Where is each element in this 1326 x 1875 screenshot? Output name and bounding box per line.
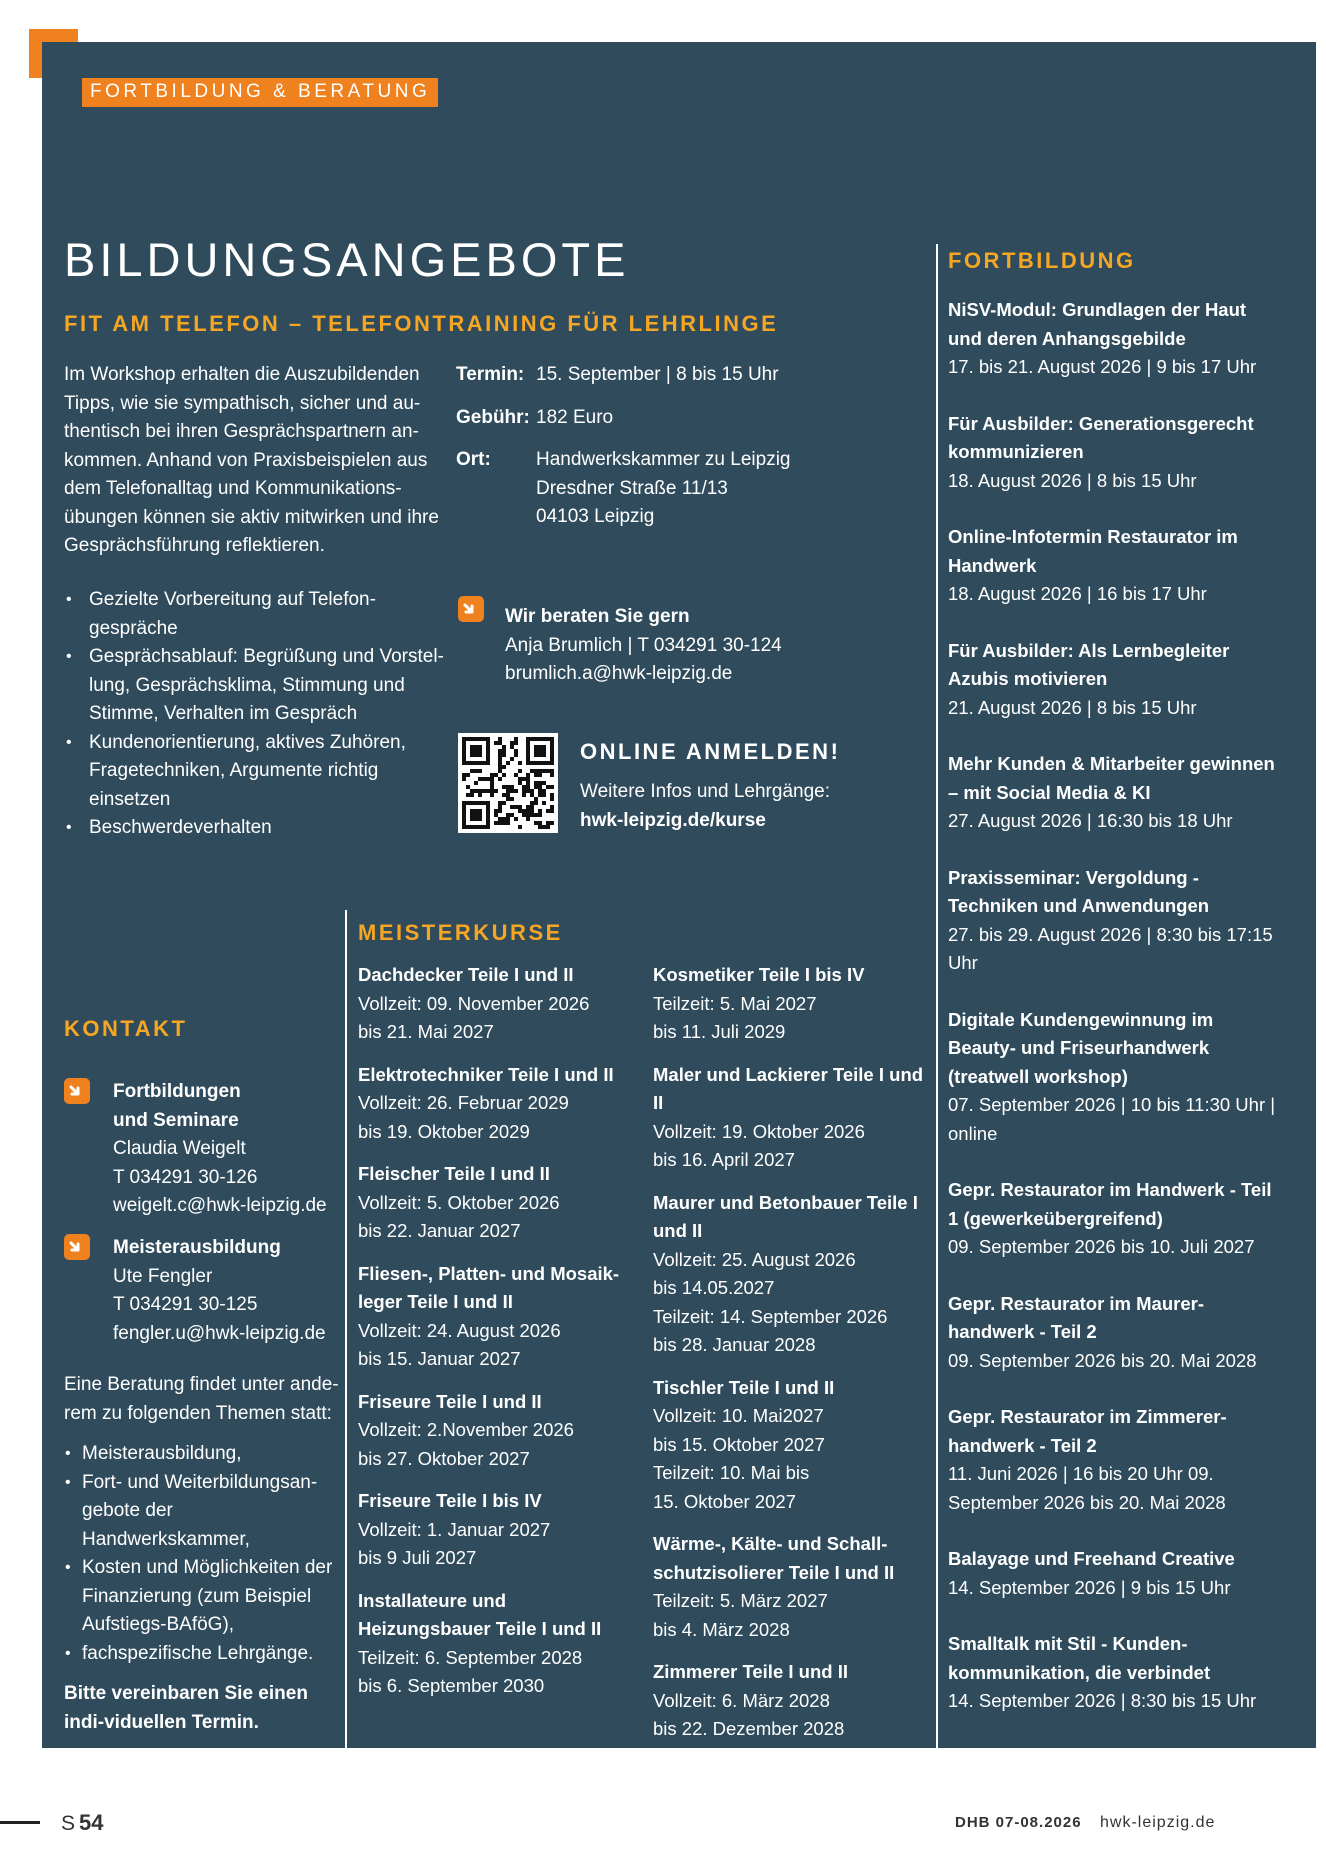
kontakt-heading: KONTAKT bbox=[64, 1016, 188, 1041]
list-item: • fachspezifische Lehrgänge. bbox=[64, 1640, 339, 1669]
item-line: Teilzeit: 6. September 2028 bbox=[358, 1646, 583, 1668]
item-date: 11. Juni 2026 | 16 bis 20 Uhr 09. September 2026 bis 20. Mai 2028 bbox=[948, 1463, 1226, 1513]
list-item bbox=[948, 1403, 1278, 1517]
gebuehr-value: 182 Euro bbox=[536, 406, 614, 428]
contact-fortbildungen bbox=[64, 1078, 344, 1221]
issue-label: DHB 07-08.2026 bbox=[955, 1814, 1082, 1831]
intro-line: übungen können sie aktiv mitwirken und ihre bbox=[64, 506, 439, 528]
list-item bbox=[948, 296, 1278, 382]
appointment-note: Bitte vereinbaren Sie einen indi-viduellen Termin. bbox=[64, 1683, 308, 1733]
item-line: bis 21. Mai 2027 bbox=[358, 1021, 494, 1042]
item-line: Vollzeit: 09. November 2026 bbox=[358, 992, 590, 1014]
intro-line: Im Workshop erhalten die Auszubildenden bbox=[64, 364, 420, 385]
item-date: 09. September 2026 bis 20. Mai 2028 bbox=[948, 1349, 1257, 1371]
contact-text bbox=[64, 1078, 344, 1221]
online-text: Weitere Infos und Lehrgänge: bbox=[580, 781, 830, 802]
course-details bbox=[456, 361, 791, 546]
footer-rule bbox=[0, 1821, 40, 1824]
advise-text bbox=[505, 603, 905, 689]
contact-title: und Seminare bbox=[113, 1109, 239, 1131]
item-line: bis 15. Januar 2027 bbox=[358, 1348, 521, 1369]
termin-label: Termin: bbox=[456, 364, 525, 385]
meisterkurse-column-1 bbox=[358, 961, 643, 1715]
ort-line: Dresdner Straße 11/13 bbox=[536, 477, 728, 499]
list-item bbox=[948, 750, 1278, 836]
item-title: Für Ausbilder: Als Lernbegleiter Azubis motivieren bbox=[948, 639, 1230, 689]
item-line: Vollzeit: 26. Februar 2029 bbox=[358, 1092, 569, 1113]
item-title: Maurer und Betonbauer Teile I und II bbox=[653, 1191, 918, 1241]
item-title: NiSV-Modul: Grundlagen der Haut und deren Anhangsgebilde bbox=[948, 299, 1247, 349]
list-item bbox=[948, 523, 1278, 609]
item-line: bis 22. Dezember 2028 bbox=[653, 1718, 845, 1739]
list-item: • Kundenorientierung, aktives Zuhören, Fragetechniken, Argumente richtig einsetzen bbox=[64, 729, 444, 815]
consulting-note bbox=[64, 1371, 339, 1737]
contact-email[interactable]: fengler.u@hwk-leipzig.de bbox=[113, 1322, 326, 1344]
item-line: Vollzeit: 24. August 2026 bbox=[358, 1319, 561, 1341]
item-line: bis 27. Oktober 2027 bbox=[358, 1447, 530, 1469]
item-line: bis 16. April 2027 bbox=[653, 1149, 795, 1170]
fortbildung-heading: FORTBILDUNG bbox=[948, 248, 1136, 273]
item-title: Tischler Teile I und II bbox=[653, 1376, 835, 1398]
list-item bbox=[358, 1487, 643, 1573]
arrow-down-right-icon bbox=[64, 1078, 90, 1104]
intro-line: Gesprächsführung reflektieren. bbox=[64, 535, 325, 556]
list-item bbox=[948, 864, 1278, 978]
termin-row bbox=[456, 361, 791, 390]
item-line: bis 9 Juli 2027 bbox=[358, 1547, 477, 1568]
page-prefix: S bbox=[61, 1812, 76, 1835]
website-link[interactable]: hwk-leipzig.de bbox=[1100, 1814, 1216, 1831]
contact-text bbox=[64, 1234, 344, 1348]
contact-title: Meisterausbildung bbox=[113, 1237, 281, 1258]
consulting-topics bbox=[64, 1440, 339, 1668]
list-item bbox=[653, 961, 938, 1047]
qr-code-graphic bbox=[458, 733, 558, 833]
course-title: FIT AM TELEFON – TELEFONTRAINING FÜR LEHRLINGE bbox=[64, 311, 779, 336]
ort-value bbox=[536, 446, 791, 532]
item-title: Gepr. Restaurator im Zimmerer-handwerk - Teil 2 bbox=[948, 1406, 1227, 1456]
item-line: Vollzeit: 2.November 2026 bbox=[358, 1419, 574, 1440]
list-item bbox=[358, 1061, 643, 1147]
online-register-heading: ONLINE ANMELDEN! bbox=[580, 739, 841, 764]
online-info bbox=[580, 778, 880, 835]
item-date: 21. August 2026 | 8 bis 15 Uhr bbox=[948, 696, 1197, 718]
page-number bbox=[61, 1810, 104, 1837]
contact-name: Ute Fengler bbox=[113, 1265, 213, 1287]
page-title: BILDUNGSANGEBOTE bbox=[64, 233, 630, 286]
note-line: rem zu folgenden Themen statt: bbox=[64, 1402, 332, 1424]
list-item bbox=[948, 1630, 1278, 1716]
list-item bbox=[948, 1006, 1278, 1149]
item-title: Digitale Kundengewinnung im Beauty- und Friseurhandwerk (treatwell workshop) bbox=[948, 1008, 1214, 1087]
item-title: Gepr. Restaurator im Handwerk - Teil 1 (gewerkeübergreifend) bbox=[948, 1179, 1272, 1229]
course-intro bbox=[64, 361, 444, 561]
item-line: Teilzeit: 5. Mai 2027 bbox=[653, 992, 817, 1014]
item-title: Zimmerer Teile I und II bbox=[653, 1661, 848, 1682]
item-line: bis 22. Januar 2027 bbox=[358, 1220, 521, 1241]
list-item bbox=[358, 1587, 643, 1701]
item-line: bis 28. Januar 2028 bbox=[653, 1334, 816, 1355]
item-date: 18. August 2026 | 8 bis 15 Uhr bbox=[948, 469, 1197, 491]
list-item bbox=[358, 1160, 643, 1246]
item-title: Praxisseminar: Vergoldung - Techniken und Anwendungen bbox=[948, 866, 1210, 916]
ort-label: Ort: bbox=[456, 449, 491, 470]
item-date: 07. September 2026 | 10 bis 11:30 Uhr | online bbox=[948, 1094, 1276, 1144]
ort-line: Handwerkskammer zu Leipzig bbox=[536, 449, 791, 470]
list-item bbox=[948, 1290, 1278, 1376]
item-title: Friseure Teile I bis IV bbox=[358, 1490, 542, 1511]
advise-person: Anja Brumlich | T 034291 30-124 bbox=[505, 634, 782, 656]
item-date: 27. August 2026 | 16:30 bis 18 Uhr bbox=[948, 810, 1233, 831]
list-item: • Gesprächsablauf: Begrüßung und Vorstel-lung, Gesprächsklima, Stimmung und Stimme, Verhalten im Gespräch bbox=[64, 643, 444, 729]
ort-row bbox=[456, 446, 791, 532]
arrow-down-right-icon bbox=[64, 1234, 90, 1260]
contact-phone: T 034291 30-126 bbox=[113, 1166, 258, 1188]
item-date: 17. bis 21. August 2026 | 9 bis 17 Uhr bbox=[948, 356, 1257, 377]
intro-line: dem Telefonalltag und Kommunikations- bbox=[64, 478, 402, 499]
online-url[interactable]: hwk-leipzig.de/kurse bbox=[580, 809, 766, 831]
item-date: 09. September 2026 bis 10. Juli 2027 bbox=[948, 1236, 1255, 1257]
list-item bbox=[653, 1658, 938, 1744]
item-date: 14. September 2026 | 9 bis 15 Uhr bbox=[948, 1576, 1231, 1598]
course-topics bbox=[64, 586, 444, 843]
contact-meisterausbildung bbox=[64, 1234, 344, 1348]
fortbildung-list bbox=[948, 296, 1278, 1744]
intro-line: thentisch bei ihren Gesprächspartnern an- bbox=[64, 421, 419, 442]
item-title: Online-Infotermin Restaurator im Handwerk bbox=[948, 526, 1238, 576]
list-item bbox=[653, 1061, 938, 1175]
item-title: Wärme-, Kälte- und Schall-schutzisolierer Teile I und II bbox=[653, 1533, 895, 1583]
item-title: Fliesen-, Platten- und Mosaik-leger Teile I und II bbox=[358, 1262, 620, 1312]
list-item bbox=[358, 1260, 643, 1374]
item-line: Vollzeit: 19. Oktober 2026 bbox=[653, 1120, 865, 1142]
advise-email[interactable]: brumlich.a@hwk-leipzig.de bbox=[505, 663, 733, 684]
list-item bbox=[948, 637, 1278, 723]
item-line: bis 11. Juli 2029 bbox=[653, 1021, 786, 1042]
item-title: Maler und Lackierer Teile I und II bbox=[653, 1063, 924, 1113]
qr-code[interactable] bbox=[458, 733, 558, 833]
item-line: Vollzeit: 6. März 2028 bbox=[653, 1689, 830, 1711]
ort-line: 04103 Leipzig bbox=[536, 506, 655, 527]
divider-meisterkurse bbox=[345, 910, 347, 1748]
item-line: bis 6. September 2030 bbox=[358, 1675, 545, 1696]
intro-line: Tipps, wie sie sympathisch, sicher und au- bbox=[64, 392, 421, 414]
item-title: Für Ausbilder: Generationsgerecht kommunizieren bbox=[948, 412, 1254, 462]
item-title: Smalltalk mit Stil - Kunden-kommunikation, die verbindet bbox=[948, 1633, 1211, 1683]
meisterkurse-heading: MEISTERKURSE bbox=[358, 920, 563, 945]
list-item bbox=[358, 1388, 643, 1474]
item-title: Fleischer Teile I und II bbox=[358, 1163, 550, 1184]
page-number-value: 54 bbox=[79, 1810, 104, 1835]
gebuehr-label: Gebühr: bbox=[456, 406, 530, 428]
termin-value: 15. September | 8 bis 15 Uhr bbox=[536, 364, 779, 385]
advise-title: Wir beraten Sie gern bbox=[505, 606, 690, 627]
item-title: Dachdecker Teile I und II bbox=[358, 964, 574, 985]
item-line: Vollzeit: 5. Oktober 2026 bbox=[358, 1191, 560, 1213]
item-line: 15. Oktober 2027 bbox=[653, 1490, 796, 1512]
item-date: 27. bis 29. August 2026 | 8:30 bis 17:15 Uhr bbox=[948, 923, 1273, 973]
item-date: 14. September 2026 | 8:30 bis 15 Uhr bbox=[948, 1690, 1257, 1711]
item-line: Vollzeit: 1. Januar 2027 bbox=[358, 1518, 551, 1540]
item-title: Installateure und Heizungsbauer Teile I und II bbox=[358, 1589, 602, 1639]
list-item: • Gezielte Vorbereitung auf Telefon-gespräche bbox=[64, 586, 444, 643]
contact-email[interactable]: weigelt.c@hwk-leipzig.de bbox=[113, 1195, 327, 1216]
list-item bbox=[653, 1530, 938, 1644]
item-title: Elektrotechniker Teile I und II bbox=[358, 1063, 614, 1085]
contact-title: Fortbildungen bbox=[113, 1081, 241, 1102]
list-item bbox=[653, 1374, 938, 1517]
item-line: bis 4. März 2028 bbox=[653, 1618, 790, 1640]
list-item bbox=[358, 961, 643, 1047]
item-title: Kosmetiker Teile I bis IV bbox=[653, 964, 865, 985]
intro-line: kommen. Anhand von Praxisbeispielen aus bbox=[64, 449, 428, 471]
note-line: Eine Beratung findet unter ande- bbox=[64, 1374, 339, 1395]
list-item bbox=[653, 1189, 938, 1360]
list-item: • Kosten und Möglichkeiten der Finanzierung (zum Beispiel Aufstiegs-BAföG), bbox=[64, 1554, 339, 1640]
item-title: Friseure Teile I und II bbox=[358, 1390, 542, 1412]
gebuehr-row bbox=[456, 404, 791, 433]
item-line: Teilzeit: 5. März 2027 bbox=[653, 1590, 828, 1611]
item-line: Vollzeit: 10. Mai2027 bbox=[653, 1405, 824, 1426]
item-line: bis 14.05.2027 bbox=[653, 1277, 775, 1298]
item-line: Vollzeit: 25. August 2026 bbox=[653, 1248, 856, 1270]
item-line: bis 19. Oktober 2029 bbox=[358, 1120, 530, 1142]
contact-phone: T 034291 30-125 bbox=[113, 1294, 258, 1315]
item-title: Balayage und Freehand Creative bbox=[948, 1548, 1235, 1569]
list-item bbox=[948, 410, 1278, 496]
meisterkurse-column-2 bbox=[653, 961, 938, 1758]
item-line: Teilzeit: 14. September 2026 bbox=[653, 1305, 888, 1327]
contact-name: Claudia Weigelt bbox=[113, 1138, 246, 1159]
list-item bbox=[948, 1545, 1278, 1602]
list-item: • Fort- und Weiterbildungsan-gebote der Handwerkskammer, bbox=[64, 1469, 339, 1555]
item-line: Teilzeit: 10. Mai bis bbox=[653, 1462, 810, 1483]
list-item: • Meisterausbildung, bbox=[64, 1440, 339, 1469]
item-date: 18. August 2026 | 16 bis 17 Uhr bbox=[948, 583, 1207, 604]
section-tag: FORTBILDUNG & BERATUNG bbox=[82, 78, 438, 107]
item-title: Gepr. Restaurator im Maurer-handwerk - Teil 2 bbox=[948, 1292, 1204, 1342]
list-item bbox=[948, 1176, 1278, 1262]
item-title: Mehr Kunden & Mitarbeiter gewinnen – mit Social Media & KI bbox=[948, 753, 1275, 803]
arrow-down-right-icon bbox=[458, 596, 484, 622]
item-line: bis 15. Oktober 2027 bbox=[653, 1433, 825, 1455]
list-item: • Beschwerdeverhalten bbox=[64, 814, 444, 843]
